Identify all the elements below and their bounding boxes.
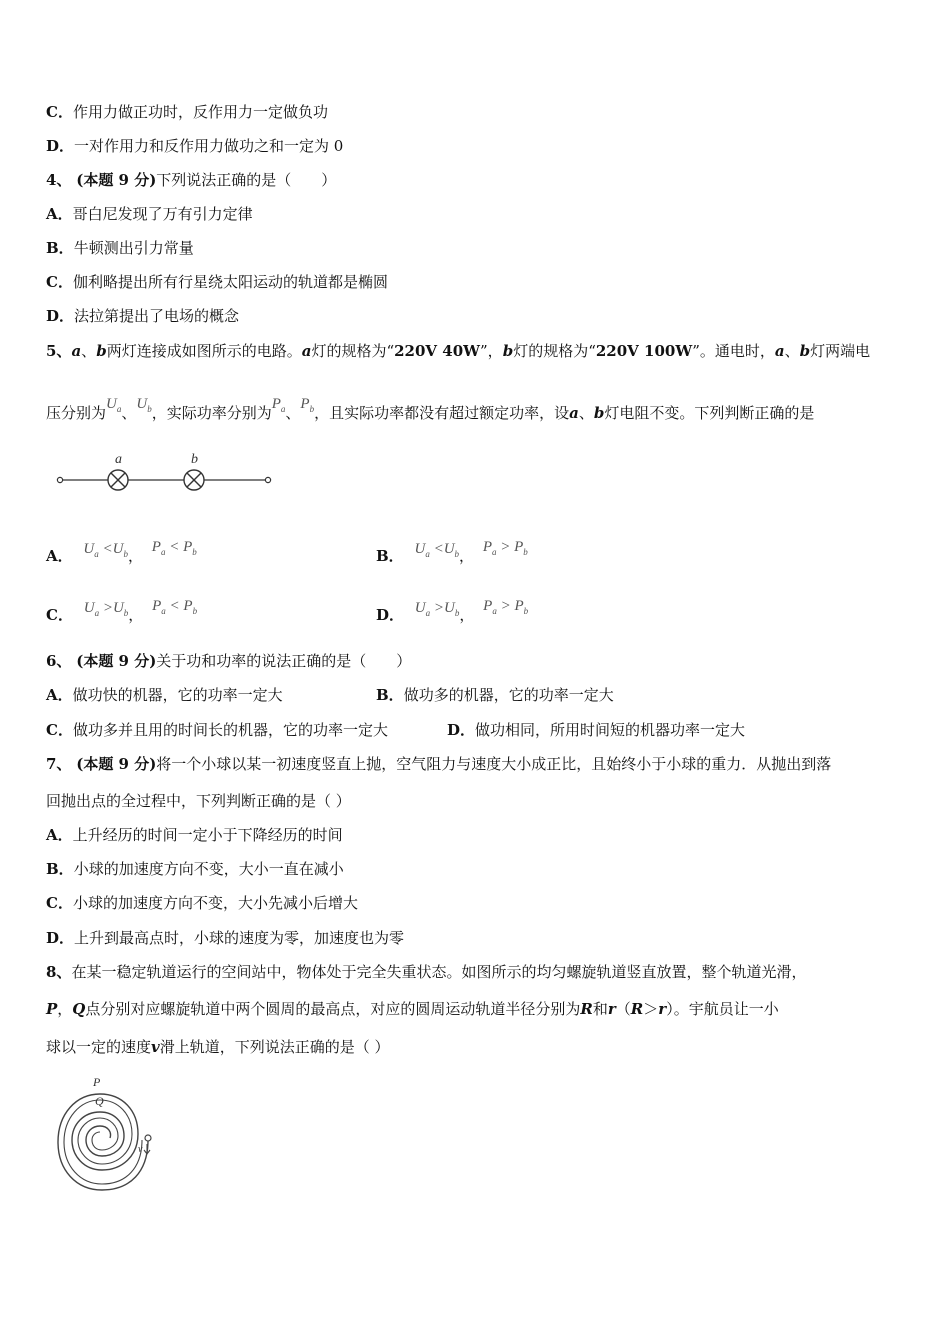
question-number: 4、 bbox=[46, 171, 72, 189]
option-text: 法拉第提出了电场的概念 bbox=[74, 307, 240, 325]
option-letter: A． bbox=[46, 826, 73, 844]
stem-text: ）。宇航员让一小 bbox=[666, 1000, 779, 1018]
stem-text: 灯的规格为“ bbox=[311, 342, 395, 360]
stem-text: ”。通电时， bbox=[692, 342, 775, 360]
option-text: 作用力做正功时，反作用力一定做负功 bbox=[72, 103, 328, 121]
lamp-b-label: b bbox=[191, 452, 198, 467]
q5-stem-line2 bbox=[46, 396, 815, 429]
point-q-label: Q bbox=[95, 1094, 104, 1108]
question-tag: (本题 9 分) bbox=[76, 171, 157, 189]
question-number: 8、 bbox=[46, 963, 72, 981]
q8-stem-line1 bbox=[46, 962, 806, 982]
math-ua bbox=[106, 396, 121, 412]
stem-text: ，实际功率分别为 bbox=[151, 404, 272, 422]
var-q: Q bbox=[72, 1000, 86, 1018]
var-r-big: R bbox=[580, 1000, 593, 1018]
option-letter: D． bbox=[447, 721, 476, 739]
comma: ， bbox=[127, 547, 143, 565]
var-a: a bbox=[569, 404, 579, 422]
math-symbol: U bbox=[136, 396, 148, 412]
stem-text: 滑上轨道，下列说法正确的是（ ） bbox=[159, 1038, 390, 1056]
q7-option-c bbox=[46, 893, 358, 913]
option-text: 牛顿测出引力常量 bbox=[73, 239, 194, 257]
var-p: P bbox=[46, 1000, 58, 1018]
separator: 、 bbox=[784, 342, 800, 360]
math-pa bbox=[272, 396, 286, 412]
math-expr: $U_a <U_b$ bbox=[83, 541, 128, 559]
q4-stem bbox=[46, 170, 336, 190]
separator: 、 bbox=[121, 404, 137, 422]
spiral-track-outer bbox=[58, 1094, 148, 1190]
math-ub bbox=[136, 396, 151, 412]
stem-text: 点分别对应螺旋轨道中两个圆周的最高点，对应的圆周运动轨道半径分别为 bbox=[85, 1000, 581, 1018]
var-a: a bbox=[71, 342, 82, 360]
lamp-a-icon bbox=[108, 470, 128, 490]
option-letter: C． bbox=[46, 103, 73, 121]
separator: 、 bbox=[81, 342, 97, 360]
option-letter: D． bbox=[46, 929, 75, 947]
q6-stem bbox=[46, 651, 411, 671]
circuit-diagram bbox=[52, 446, 278, 496]
option-letter: C． bbox=[46, 894, 73, 912]
option-letter: C． bbox=[46, 606, 73, 624]
math-symbol: P bbox=[271, 396, 281, 412]
option-text: 小球的加速度方向不变，大小一直在减小 bbox=[73, 860, 344, 878]
option-letter: A． bbox=[46, 686, 73, 704]
option-text: 哥白尼发现了万有引力定律 bbox=[72, 205, 253, 223]
question-tag: (本题 9 分) bbox=[76, 652, 157, 670]
q6-option-a bbox=[46, 685, 283, 705]
stem-text: 灯的规格为“ bbox=[513, 342, 596, 360]
option-text: 小球的加速度方向不变，大小先减小后增大 bbox=[72, 894, 358, 912]
math-expr: $P_a > P_b$ bbox=[482, 539, 528, 557]
var-b: b bbox=[502, 342, 514, 360]
q6-option-d bbox=[447, 720, 745, 740]
q7-stem-line2 bbox=[46, 791, 351, 811]
comma: ， bbox=[459, 606, 475, 624]
math-symbol: U bbox=[106, 396, 117, 412]
question-stem: 关于功和功率的说法正确的是（ ） bbox=[156, 652, 412, 670]
math-subscript: b bbox=[309, 404, 315, 414]
math-symbol: P bbox=[300, 396, 310, 412]
stem-text: 灯两端电 bbox=[810, 342, 871, 360]
lamp-b-icon bbox=[184, 470, 204, 490]
var-r-small: r bbox=[607, 1000, 616, 1018]
option-letter: C． bbox=[46, 273, 73, 291]
question-stem: 在某一稳定轨道运行的空间站中，物体处于完全失重状态。如图所示的均匀螺旋轨道竖直放置，整个轨道光滑， bbox=[71, 963, 807, 981]
math-expr: $U_a <U_b$ bbox=[414, 541, 460, 559]
var-v: v bbox=[151, 1038, 160, 1056]
option-letter: C． bbox=[46, 721, 73, 739]
q5-option-c bbox=[46, 598, 198, 631]
q4-option-b bbox=[46, 238, 194, 258]
ball-icon bbox=[145, 1135, 151, 1141]
option-letter: B． bbox=[46, 860, 74, 878]
question-tag: (本题 9 分) bbox=[76, 755, 157, 773]
option-text: 上升经历的时间一定小于下降经历的时间 bbox=[72, 826, 343, 844]
var-r-big: R bbox=[630, 1000, 644, 1018]
q5-stem-line1 bbox=[46, 341, 870, 361]
q4-option-d bbox=[46, 306, 239, 326]
option-text: 一对作用力和反作用力做功之和一定为 0 bbox=[74, 137, 344, 155]
var-b: b bbox=[799, 342, 811, 360]
math-subscript: b bbox=[147, 404, 152, 414]
option-letter: B． bbox=[376, 686, 404, 704]
var-b: b bbox=[96, 342, 107, 360]
question-number: 7、 bbox=[46, 755, 72, 773]
option-letter: B． bbox=[376, 547, 404, 565]
var-a: a bbox=[774, 342, 785, 360]
option-letter: A． bbox=[46, 205, 73, 223]
math-operator: ＞ bbox=[643, 1000, 659, 1018]
math-expr: $U_a >U_b$ bbox=[414, 600, 460, 618]
stem-text: 球以一定的速度 bbox=[46, 1038, 152, 1056]
comma: ， bbox=[459, 547, 475, 565]
velocity-label: v bbox=[138, 1144, 143, 1155]
var-a: a bbox=[301, 342, 312, 360]
stem-text: ”， bbox=[480, 342, 503, 360]
option-letter: D． bbox=[46, 307, 75, 325]
q6-option-c bbox=[46, 720, 388, 740]
separator: 、 bbox=[578, 404, 594, 422]
separator: 、 bbox=[285, 404, 301, 422]
q8-stem-line2 bbox=[46, 999, 779, 1019]
q5-option-d bbox=[376, 598, 529, 631]
question-stem: 将一个小球以某一初速度竖直上抛，空气阻力与速度大小成正比，且始终小于小球的重力．从抛出到落 bbox=[156, 755, 832, 773]
stem-text: 和 bbox=[592, 1000, 608, 1018]
math-expr: $P_a < P_b$ bbox=[152, 598, 198, 616]
spec-b: 220V 100W bbox=[595, 342, 693, 360]
q7-stem-line1 bbox=[46, 754, 831, 774]
q5-option-b bbox=[376, 539, 528, 572]
q6-option-b bbox=[376, 685, 614, 705]
math-pb bbox=[300, 396, 314, 412]
stem-text: ，且实际功率都没有超过额定功率，设 bbox=[314, 404, 570, 422]
q3-option-c bbox=[46, 102, 328, 122]
math-subscript: a bbox=[280, 404, 286, 414]
option-text: 做功相同，所用时间短的机器功率一定大 bbox=[475, 721, 746, 739]
q7-option-d bbox=[46, 928, 404, 948]
question-stem: 回抛出点的全过程中，下列判断正确的是（ ） bbox=[46, 792, 351, 810]
option-letter: B． bbox=[46, 239, 74, 257]
option-letter: D． bbox=[376, 606, 405, 624]
question-number: 6、 bbox=[46, 652, 72, 670]
option-letter: D． bbox=[46, 137, 75, 155]
option-letter: A． bbox=[46, 547, 73, 565]
point-p-label: P bbox=[93, 1075, 101, 1089]
terminal-left bbox=[57, 477, 62, 482]
option-text: 做功快的机器，它的功率一定大 bbox=[72, 686, 283, 704]
comma: ， bbox=[57, 1000, 73, 1018]
q7-option-b bbox=[46, 859, 344, 879]
question-number: 5、 bbox=[46, 342, 72, 360]
stem-text: （ bbox=[615, 1000, 631, 1018]
terminal-right bbox=[265, 477, 270, 482]
stem-text: 压分别为 bbox=[46, 404, 107, 422]
q3-option-d bbox=[46, 136, 343, 156]
option-text: 做功多的机器，它的功率一定大 bbox=[403, 686, 614, 704]
spec-a: 220V 40W bbox=[394, 342, 481, 360]
option-text: 伽利略提出所有行星绕太阳运动的轨道都是椭圆 bbox=[72, 273, 388, 291]
option-text: 上升到最高点时，小球的速度为零，加速度也为零 bbox=[74, 929, 405, 947]
comma: ， bbox=[128, 606, 144, 624]
var-b: b bbox=[593, 404, 605, 422]
q4-option-a bbox=[46, 204, 253, 224]
math-expr: $P_a < P_b$ bbox=[151, 539, 197, 557]
q7-option-a bbox=[46, 825, 343, 845]
spiral-track-diagram bbox=[50, 1072, 170, 1200]
option-text: 做功多并且用的时间长的机器，它的功率一定大 bbox=[72, 721, 388, 739]
q5-option-a bbox=[46, 539, 197, 572]
stem-text: 灯电阻不变。下列判断正确的是 bbox=[604, 404, 815, 422]
velocity-arrow-icon bbox=[144, 1144, 150, 1154]
math-subscript: a bbox=[116, 404, 122, 414]
q8-stem-line3 bbox=[46, 1037, 390, 1057]
math-expr: $P_a > P_b$ bbox=[483, 598, 529, 616]
var-r-small: r bbox=[658, 1000, 667, 1018]
stem-text: 两灯连接成如图所示的电路。 bbox=[106, 342, 302, 360]
question-stem: 下列说法正确的是（ ） bbox=[156, 171, 337, 189]
lamp-a-label: a bbox=[115, 452, 122, 467]
math-expr: $U_a >U_b$ bbox=[83, 600, 129, 618]
q4-option-c bbox=[46, 272, 388, 292]
